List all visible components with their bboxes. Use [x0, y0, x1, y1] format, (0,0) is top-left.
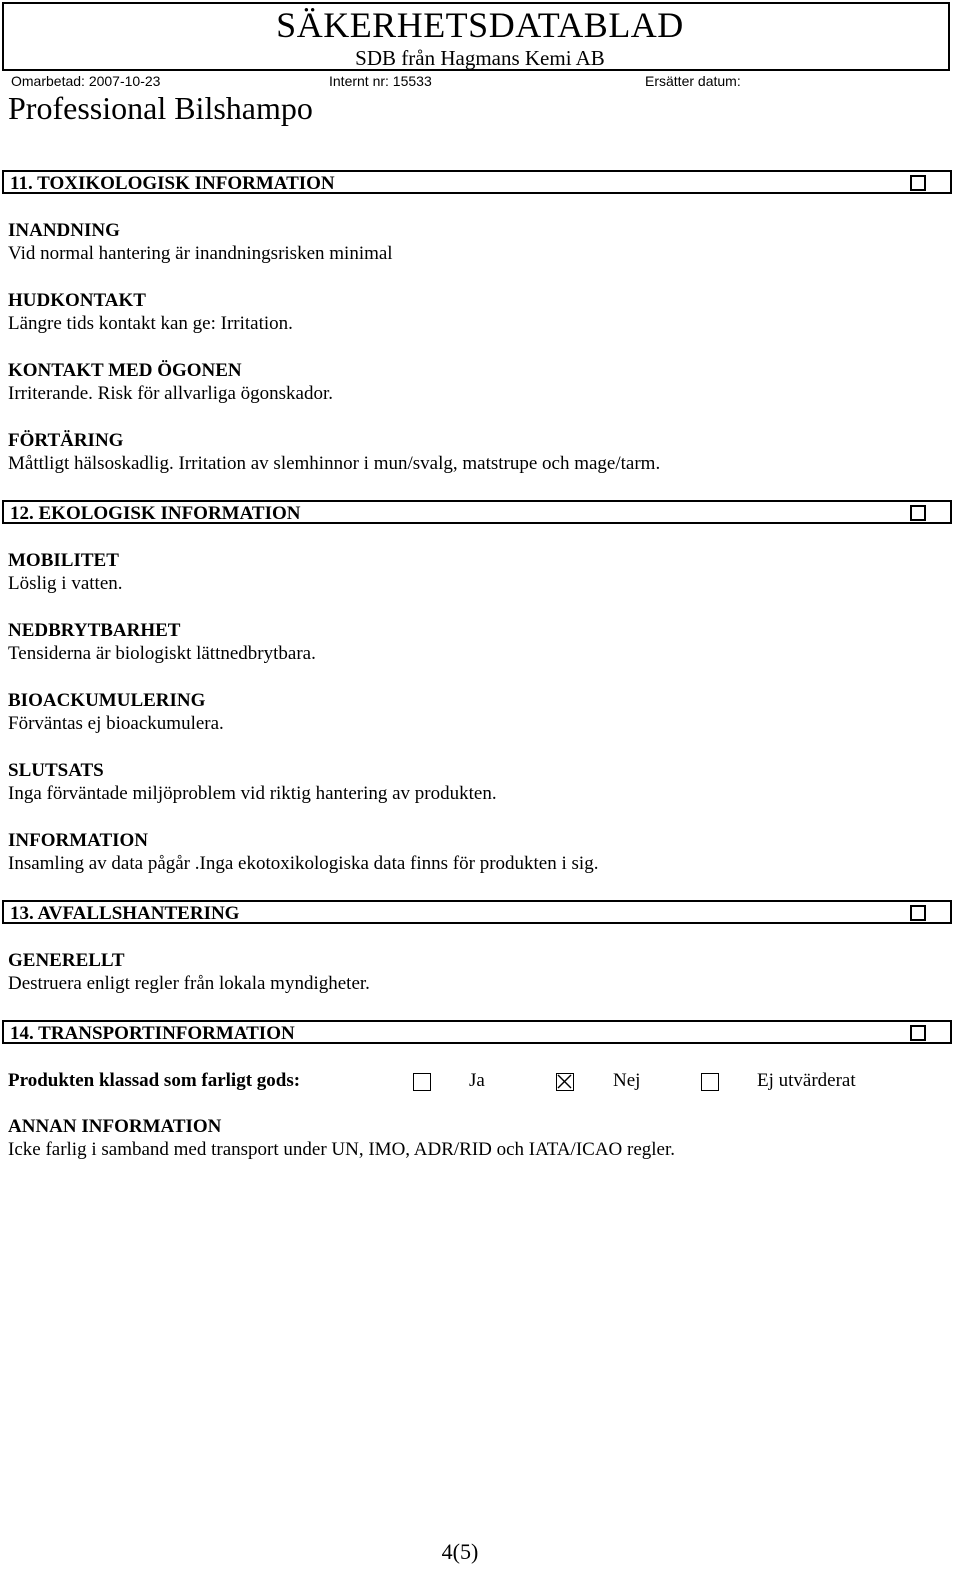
heading-ingestion: FÖRTÄRING [8, 430, 124, 451]
option-not-evaluated-label: Ej utvärderat [757, 1070, 856, 1091]
heading-skin-contact: HUDKONTAKT [8, 290, 146, 311]
internal-number: Internt nr: 15533 [329, 73, 432, 89]
heading-degradability: NEDBRYTBARHET [8, 620, 181, 641]
checked-cross-icon [557, 1074, 572, 1089]
text-general: Destruera enligt regler från lokala myndigheter. [8, 973, 370, 994]
heading-general: GENERELLT [8, 950, 125, 971]
heading-information: INFORMATION [8, 830, 149, 851]
section-14-bar [2, 1020, 952, 1044]
text-eye-contact: Irriterande. Risk för allvarliga ögonskador. [8, 383, 334, 404]
heading-bioaccumulation: BIOACKUMULERING [8, 690, 206, 711]
text-degradability: Tensiderna är biologiskt lättnedbrytbara. [8, 643, 316, 664]
section-13-bar [2, 900, 952, 924]
heading-mobility: MOBILITET [8, 550, 119, 571]
option-yes-label: Ja [469, 1070, 485, 1091]
text-inhalation: Vid normal hantering är inandningsrisken minimal [8, 243, 393, 264]
text-skin-contact: Längre tids kontakt kan ge: Irritation. [8, 313, 293, 334]
section-12-bar [2, 500, 952, 524]
heading-conclusion: SLUTSATS [8, 760, 104, 781]
document-title: SÄKERHETSDATABLAD [276, 5, 684, 45]
section-title: 14. TRANSPORTINFORMATION [10, 1023, 295, 1044]
section-checkbox[interactable] [910, 175, 926, 191]
text-ingestion: Måttligt hälsoskadlig. Irritation av slemhinnor i mun/svalg, matstrupe och mage/tarm. [8, 453, 661, 474]
section-checkbox[interactable] [910, 505, 926, 521]
text-conclusion: Inga förväntade miljöproblem vid riktig hantering av produkten. [8, 783, 497, 804]
text-other-information: Icke farlig i samband med transport under UN, IMO, ADR/RID och IATA/ICAO regler. [8, 1139, 676, 1160]
option-no-label: Nej [613, 1070, 641, 1091]
option-no-checkbox[interactable] [556, 1073, 574, 1091]
product-name: Professional Bilshampo [8, 90, 313, 126]
heading-other-information: ANNAN INFORMATION [8, 1116, 222, 1137]
section-title: 12. EKOLOGISK INFORMATION [10, 503, 301, 524]
heading-eye-contact: KONTAKT MED ÖGONEN [8, 360, 242, 381]
section-checkbox[interactable] [910, 905, 926, 921]
revised-date: Omarbetad: 2007-10-23 [11, 73, 161, 89]
section-title: 11. TOXIKOLOGISK INFORMATION [10, 173, 335, 194]
text-bioaccumulation: Förväntas ej bioackumulera. [8, 713, 224, 734]
text-information: Insamling av data pågår .Inga ekotoxikologiska data finns för produkten i sig. [8, 853, 599, 874]
heading-inhalation: INANDNING [8, 220, 120, 241]
document-subtitle: SDB från Hagmans Kemi AB [355, 46, 605, 70]
page-number: 4(5) [441, 1539, 479, 1564]
option-yes-checkbox[interactable] [413, 1073, 431, 1091]
option-not-evaluated-checkbox[interactable] [701, 1073, 719, 1091]
text-mobility: Löslig i vatten. [8, 573, 123, 594]
dangerous-goods-label: Produkten klassad som farligt gods: [8, 1070, 301, 1091]
section-title: 13. AVFALLSHANTERING [10, 903, 240, 924]
replaces-date: Ersätter datum: [645, 73, 741, 89]
section-checkbox[interactable] [910, 1025, 926, 1041]
section-11-bar [2, 170, 952, 194]
